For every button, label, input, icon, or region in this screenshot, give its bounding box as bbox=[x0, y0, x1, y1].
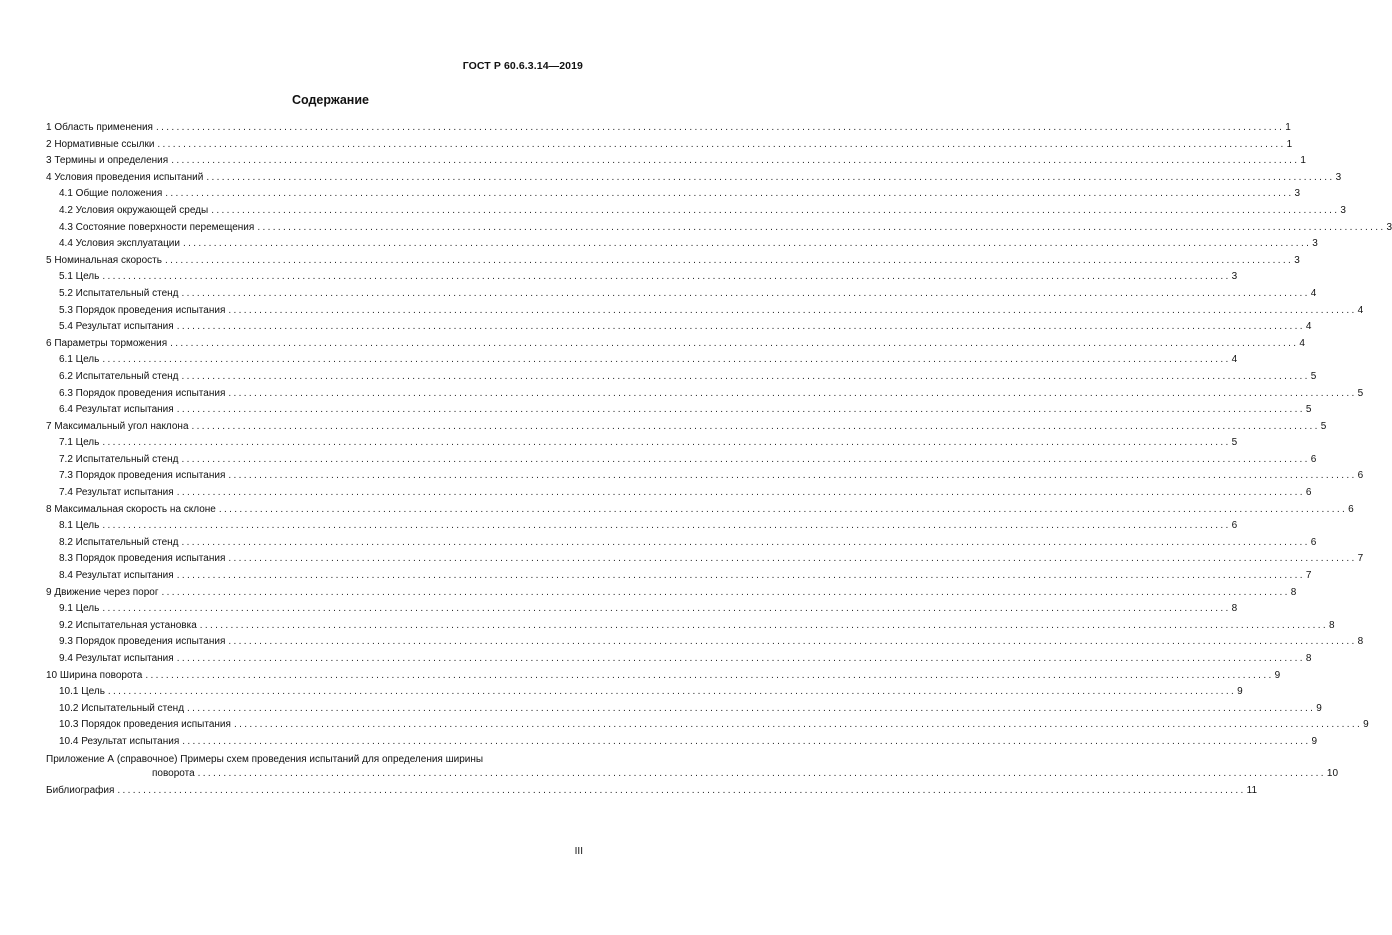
dot-leader: ............................................................................................................................................................................................................................ bbox=[171, 155, 1300, 167]
toc-entry[interactable] bbox=[46, 386, 1364, 403]
dot-leader: ............................................................................................................................................................................................................................ bbox=[228, 553, 1357, 565]
toc-entry[interactable] bbox=[46, 253, 1300, 270]
toc-entry-label: 4.3 Состояние поверхности перемещения bbox=[59, 221, 255, 233]
toc-entry-label: 8.2 Испытательный стенд bbox=[59, 536, 179, 548]
toc-entry-page: 5 bbox=[1310, 370, 1317, 382]
dot-leader: ............................................................................................................................................................................................................................ bbox=[102, 520, 1231, 532]
toc-entry[interactable] bbox=[46, 203, 1346, 220]
toc-entry-label: 8 Максимальная скорость на склоне bbox=[46, 503, 216, 515]
toc-entry-page: 5 bbox=[1231, 437, 1238, 449]
toc-entry[interactable] bbox=[46, 419, 1327, 436]
toc-entry-label: 5.2 Испытательный стенд bbox=[59, 287, 179, 299]
dot-leader: ............................................................................................................................................................................................................................ bbox=[181, 453, 1310, 465]
toc-entry-page: 9 bbox=[1363, 719, 1369, 731]
toc-entry-label: Библиография bbox=[46, 784, 115, 796]
toc-entry-page: 1 bbox=[1286, 138, 1293, 150]
dot-leader: ............................................................................................................................................................................................................................ bbox=[176, 570, 1305, 582]
toc-entry[interactable] bbox=[46, 170, 1342, 187]
toc-entry-label: 7.3 Порядок проведения испытания bbox=[59, 470, 226, 482]
toc-entry-label: 8.3 Порядок проведения испытания bbox=[59, 553, 226, 565]
dot-leader: ............................................................................................................................................................................................................................ bbox=[257, 221, 1386, 233]
toc-entry-label: 10.4 Результат испытания bbox=[59, 735, 180, 747]
dot-leader: ............................................................................................................................................................................................................................ bbox=[199, 619, 1329, 631]
toc-entry-page: 8 bbox=[1305, 653, 1312, 664]
toc-entry-page: 8 bbox=[1357, 636, 1364, 648]
toc-entry-label: 9.3 Порядок проведения испытания bbox=[59, 636, 226, 648]
toc-entry[interactable] bbox=[46, 352, 1238, 369]
toc-entry-label: 7.2 Испытательный стенд bbox=[59, 453, 179, 465]
dot-leader: ............................................................................................................................................................................................................................ bbox=[181, 370, 1310, 382]
toc-entry[interactable] bbox=[46, 186, 1301, 203]
toc-entry-page: 8 bbox=[1290, 586, 1297, 598]
toc-entry[interactable] bbox=[46, 783, 1258, 800]
toc-entry-label: 6 Параметры торможения bbox=[46, 337, 168, 349]
toc-entry-label: 6.1 Цель bbox=[59, 354, 100, 366]
toc-entry[interactable] bbox=[46, 369, 1317, 386]
toc-entry-label: 10 Ширина поворота bbox=[46, 669, 143, 681]
toc-list bbox=[46, 120, 1392, 799]
toc-entry[interactable] bbox=[46, 485, 1312, 502]
toc-entry-page: 3 bbox=[1294, 254, 1300, 266]
toc-entry-page: 6 bbox=[1310, 453, 1317, 465]
dot-leader: ............................................................................................................................................................................................................................ bbox=[182, 735, 1311, 747]
toc-entry-label: 9.1 Цель bbox=[59, 603, 100, 615]
toc-entry[interactable] bbox=[46, 651, 1312, 668]
toc-entry-page: 5 bbox=[1357, 387, 1364, 399]
toc-entry-page: 1 bbox=[1300, 155, 1306, 167]
toc-entry[interactable] bbox=[46, 220, 1392, 237]
toc-entry-page: 5 bbox=[1320, 420, 1327, 432]
dot-leader: ............................................................................................................................................................................................................................ bbox=[228, 387, 1357, 399]
toc-entry-continuation bbox=[46, 767, 1339, 781]
toc-entry-page: 6 bbox=[1357, 470, 1364, 482]
toc-entry-label: 10.3 Порядок проведения испытания bbox=[59, 719, 231, 731]
dot-leader: ............................................................................................................................................................................................................................ bbox=[170, 337, 1299, 349]
dot-leader: ............................................................................................................................................................................................................................ bbox=[176, 404, 1305, 416]
dot-leader: ............................................................................................................................................................................................................................ bbox=[102, 354, 1231, 366]
toc-entry[interactable] bbox=[46, 435, 1238, 452]
dot-leader: ............................................................................................................................................................................................................................ bbox=[206, 171, 1335, 183]
toc-entry-label: Приложение А (справочное) Примеры схем проведения испытаний для определения ширины bbox=[46, 753, 484, 765]
dot-leader: ............................................................................................................................................................................................................................ bbox=[176, 487, 1305, 499]
toc-entry[interactable] bbox=[46, 137, 1293, 154]
toc-entry-page: 8 bbox=[1231, 603, 1238, 615]
toc-entry-page: 9 bbox=[1316, 702, 1322, 714]
toc-entry-label: 9.2 Испытательная установка bbox=[59, 619, 197, 631]
dot-leader: ............................................................................................................................................................................................................................ bbox=[182, 238, 1312, 250]
toc-entry-page: 11 bbox=[1246, 784, 1258, 796]
toc-title: Содержание bbox=[291, 93, 369, 107]
toc-entry-label-cont: поворота bbox=[152, 767, 195, 779]
toc-entry-label: 8.4 Результат испытания bbox=[59, 570, 174, 582]
toc-entry-label: 4.4 Условия эксплуатации bbox=[59, 238, 180, 250]
toc-entry[interactable] bbox=[46, 468, 1364, 485]
toc-entry-page: 3 bbox=[1294, 188, 1301, 200]
toc-entry-label: 9.4 Результат испытания bbox=[59, 653, 174, 664]
toc-entry[interactable] bbox=[46, 286, 1317, 303]
dot-leader: ............................................................................................................................................................................................................................ bbox=[157, 138, 1286, 150]
toc-entry-page: 4 bbox=[1231, 354, 1238, 366]
toc-entry[interactable] bbox=[46, 551, 1364, 568]
toc-entry-page: 7 bbox=[1357, 553, 1364, 565]
toc-entry-label: 6.4 Результат испытания bbox=[59, 404, 174, 416]
toc-entry[interactable] bbox=[46, 668, 1281, 685]
toc-entry-label: 10.1 Цель bbox=[59, 686, 105, 698]
dot-leader: ............................................................................................................................................................................................................................ bbox=[181, 536, 1310, 548]
toc-entry[interactable] bbox=[46, 153, 1306, 170]
toc-entry[interactable] bbox=[46, 701, 1322, 718]
toc-entry-label: 4.1 Общие положения bbox=[59, 188, 163, 200]
toc-entry[interactable] bbox=[46, 319, 1312, 336]
toc-entry-label: 7.1 Цель bbox=[59, 437, 100, 449]
toc-entry-page: 3 bbox=[1386, 221, 1392, 233]
dot-leader: ............................................................................................................................................................................................................................ bbox=[165, 188, 1294, 200]
toc-entry-label: 7 Максимальный угол наклона bbox=[46, 420, 189, 432]
dot-leader: ............................................................................................................................................................................................................................ bbox=[197, 767, 1326, 779]
dot-leader: ............................................................................................................................................................................................................................ bbox=[191, 420, 1320, 432]
toc-entry[interactable] bbox=[46, 618, 1335, 635]
toc-entry-page: 1 bbox=[1285, 122, 1291, 133]
dot-leader: ............................................................................................................................................................................................................................ bbox=[181, 287, 1310, 299]
dot-leader: ............................................................................................................................................................................................................................ bbox=[161, 586, 1290, 598]
dot-leader: ............................................................................................................................................................................................................................ bbox=[176, 321, 1305, 333]
dot-leader: ............................................................................................................................................................................................................................ bbox=[155, 122, 1285, 133]
toc-entry[interactable] bbox=[46, 303, 1364, 320]
toc-entry-label: 9 Движение через порог bbox=[46, 586, 159, 598]
toc-entry-page: 5 bbox=[1305, 404, 1312, 416]
toc-entry[interactable] bbox=[46, 601, 1238, 618]
toc-entry-page: 9 bbox=[1311, 735, 1318, 747]
dot-leader: ............................................................................................................................................................................................................................ bbox=[117, 784, 1246, 796]
toc-entry-page: 3 bbox=[1335, 171, 1342, 183]
dot-leader: ............................................................................................................................................................................................................................ bbox=[102, 437, 1231, 449]
toc-entry[interactable] bbox=[46, 402, 1312, 419]
standard-id: ГОСТ Р 60.6.3.14—2019 bbox=[462, 60, 583, 72]
toc-entry-page: 3 bbox=[1231, 271, 1238, 283]
dot-leader: ............................................................................................................................................................................................................................ bbox=[102, 271, 1231, 283]
toc-entry[interactable] bbox=[46, 518, 1238, 535]
toc-entry[interactable] bbox=[46, 452, 1317, 469]
dot-leader: ............................................................................................................................................................................................................................ bbox=[102, 603, 1231, 615]
toc-entry-page: 4 bbox=[1357, 304, 1364, 316]
toc-entry-label: 6.3 Порядок проведения испытания bbox=[59, 387, 226, 399]
toc-entry-label: 4.2 Условия окружающей среды bbox=[59, 204, 209, 216]
toc-entry[interactable] bbox=[46, 502, 1354, 519]
toc-entry-label: 5.1 Цель bbox=[59, 271, 100, 283]
toc-entry-label: 5.3 Порядок проведения испытания bbox=[59, 304, 226, 316]
toc-entry[interactable] bbox=[46, 236, 1318, 253]
toc-entry-label: 4 Условия проведения испытаний bbox=[46, 171, 204, 183]
toc-entry-label: 5 Номинальная скорость bbox=[46, 254, 162, 266]
toc-entry-label: 10.2 Испытательный стенд bbox=[59, 702, 185, 714]
toc-entry[interactable] bbox=[46, 634, 1364, 651]
toc-entry-page: 9 bbox=[1274, 669, 1281, 681]
dot-leader: ............................................................................................................................................................................................................................ bbox=[164, 254, 1294, 266]
toc-entry-page: 9 bbox=[1237, 686, 1243, 698]
toc-entry-label: 7.4 Результат испытания bbox=[59, 487, 174, 499]
toc-entry-page: 6 bbox=[1310, 536, 1317, 548]
dot-leader: ............................................................................................................................................................................................................................ bbox=[176, 653, 1305, 664]
toc-entry[interactable] bbox=[46, 535, 1317, 552]
toc-entry[interactable] bbox=[46, 269, 1238, 286]
page-number: III bbox=[574, 846, 583, 857]
toc-entry-page: 6 bbox=[1305, 487, 1312, 499]
dot-leader: ............................................................................................................................................................................................................................ bbox=[211, 204, 1340, 216]
toc-entry-label: 8.1 Цель bbox=[59, 520, 100, 532]
toc-entry-page: 6 bbox=[1348, 503, 1354, 515]
dot-leader: ............................................................................................................................................................................................................................ bbox=[233, 719, 1363, 731]
toc-entry[interactable] bbox=[46, 734, 1318, 751]
toc-entry-label: 6.2 Испытательный стенд bbox=[59, 370, 179, 382]
toc-entry[interactable] bbox=[46, 684, 1243, 701]
toc-entry-label: 3 Термины и определения bbox=[46, 155, 169, 167]
toc-entry[interactable] bbox=[46, 717, 1369, 734]
dot-leader: ............................................................................................................................................................................................................................ bbox=[228, 470, 1357, 482]
toc-entry[interactable] bbox=[46, 120, 1291, 137]
dot-leader: ............................................................................................................................................................................................................................ bbox=[218, 503, 1348, 515]
toc-entry-label: 2 Нормативные ссылки bbox=[46, 138, 155, 150]
toc-entry-page: 7 bbox=[1305, 570, 1312, 582]
dot-leader: ............................................................................................................................................................................................................................ bbox=[145, 669, 1274, 681]
toc-entry-page: 4 bbox=[1310, 287, 1317, 299]
toc-entry-page: 4 bbox=[1305, 321, 1312, 333]
toc-entry-appendix[interactable] bbox=[46, 751, 1339, 783]
toc-entry-page: 6 bbox=[1231, 520, 1238, 532]
dot-leader: ............................................................................................................................................................................................................................ bbox=[187, 702, 1316, 714]
toc-entry-label: 1 Область применения bbox=[46, 122, 153, 133]
dot-leader: ............................................................................................................................................................................................................................ bbox=[228, 636, 1357, 648]
dot-leader: ............................................................................................................................................................................................................................ bbox=[107, 686, 1237, 698]
toc-entry[interactable] bbox=[46, 585, 1297, 602]
toc-entry-page: 3 bbox=[1312, 238, 1318, 250]
toc-entry[interactable] bbox=[46, 568, 1312, 585]
dot-leader: ............................................................................................................................................................................................................................ bbox=[228, 304, 1357, 316]
toc-entry-page: 3 bbox=[1340, 204, 1346, 216]
toc-entry-page: 4 bbox=[1299, 337, 1305, 349]
toc-entry-label: 5.4 Результат испытания bbox=[59, 321, 174, 333]
toc-entry-page: 10 bbox=[1326, 767, 1339, 779]
toc-entry-page: 8 bbox=[1329, 619, 1335, 631]
toc-entry[interactable] bbox=[46, 336, 1305, 353]
